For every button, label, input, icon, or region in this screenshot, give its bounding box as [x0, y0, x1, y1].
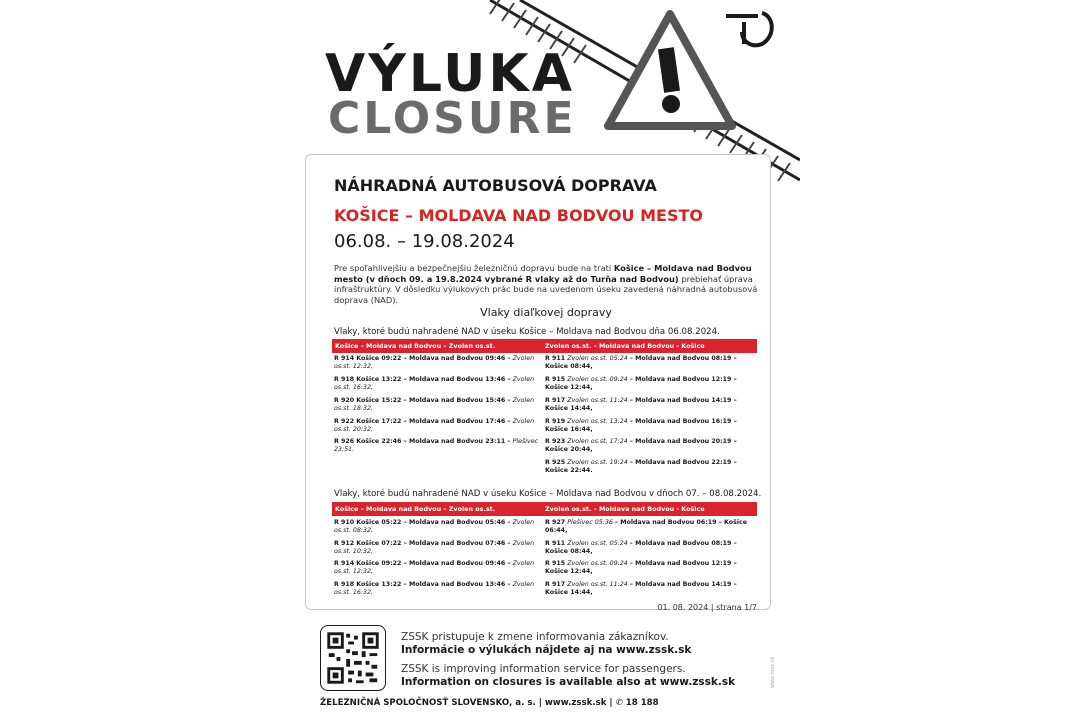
table-row: R 911 Zvolen os.st. 05:24 – Moldava nad Bodvou 08:19 – Košice 08:44, [545, 355, 737, 371]
table-row: R 912 Košice 07:22 – Moldava nad Bodvou 07:46 – Zvolen os.st. 10:32, [334, 540, 535, 556]
table-row: R 910 Košice 05:22 – Moldava nad Bodvou 05:46 – Zvolen os.st. 08:32, [334, 519, 535, 535]
info-sk-line: ZSSK pristupuje k zmene informovania zákazníkov. [401, 631, 669, 643]
table-row: R 918 Košice 13:22 – Moldava nad Bodvou 13:46 – Zvolen os.st. 16:32, [334, 581, 535, 597]
company-footer: ŽELEZNIČNÁ SPOLOČNOSŤ SLOVENSKO, a. s. | www.zssk.sk | ✆ 18 188 [320, 698, 659, 708]
closure-title-sk: VÝLUKA [325, 44, 575, 104]
table-2-left-header: Košice – Moldava nad Bodvou – Zvolen os.st. [335, 505, 496, 513]
table-row: R 914 Košice 09:22 – Moldava nad Bodvou 09:46 – Zvolen os.st. 12:32, [334, 355, 535, 371]
qr-code-icon[interactable] [320, 625, 386, 691]
replacement-bus-heading: NÁHRADNÁ AUTOBUSOVÁ DOPRAVA [334, 176, 657, 195]
table-1-right-header: Zvolen os.st. – Moldava nad Bodvou - Košice [545, 342, 705, 350]
intro-text-2: prebiehať úprava infraštruktúry. V dôsledku výlukových prác bude na uvedenom úseku zavedená náhradná autobusová doprava (NAD). [334, 273, 758, 305]
table-row: R 927 Plešivec 05:36 – Moldava nad Bodvou 06:19 – Košice 06:44, [545, 519, 748, 535]
table-row: R 911 Zvolen os.st. 05:24 – Moldava nad Bodvou 08:19 – Košice 08:44, [545, 540, 737, 556]
table-row: R 915 Zvolen os.st. 09:24 – Moldava nad Bodvou 12:19 – Košice 12:44, [545, 560, 737, 576]
table-1-header [332, 339, 757, 353]
table-row: R 923 Zvolen os.st. 17:24 – Moldava nad Bodvou 20:19 – Košice 20:44, [545, 438, 737, 454]
table-row: R 915 Zvolen os.st. 09:24 – Moldava nad Bodvou 12:19 – Košice 12:44, [545, 376, 737, 392]
info-en-link[interactable]: Information on closures is available also at www.zssk.sk [401, 676, 736, 688]
closure-title-en: CLOSURE [328, 93, 577, 144]
table-2-caption: Vlaky, ktoré budú nahradené NAD v úseku Košice – Moldava nad Bodvou v dňoch 07. – 08.08.2024. [334, 489, 762, 499]
table-row: R 926 Košice 22:46 – Moldava nad Bodvou 23:11 – Plešivec 23:51. [334, 438, 539, 454]
info-sk-link[interactable]: Informácie o výlukách nájdete aj na www.zssk.sk [401, 644, 692, 656]
info-en-line: ZSSK is improving information service for passengers. [401, 663, 686, 675]
closure-dates: 06.08. – 19.08.2024 [334, 231, 515, 252]
long-distance-trains-heading: Vlaky diaľkovej dopravy [480, 306, 612, 319]
intro-text-1: Pre spoľahlivejšiu a bezpečnejšiu železničnú dopravu bude na trati [334, 263, 614, 273]
side-vertical-text: www.zssk.sk [770, 656, 776, 688]
table-row: R 917 Zvolen os.st. 11:24 – Moldava nad Bodvou 14:19 – Košice 14:44, [545, 581, 737, 597]
table-row: R 918 Košice 13:22 – Moldava nad Bodvou 13:46 – Zvolen os.st. 16:32, [334, 376, 535, 392]
table-1-left-header: Košice – Moldava nad Bodvou – Zvolen os.st. [335, 342, 496, 350]
table-row: R 925 Zvolen os.st. 19:24 – Moldava nad Bodvou 22:19 – Košice 22:44. [545, 459, 737, 475]
table-2-header [332, 502, 757, 516]
table-row: R 922 Košice 17:22 – Moldava nad Bodvou 17:46 – Zvolen os.st. 20:32, [334, 418, 535, 434]
table-row: R 920 Košice 15:22 – Moldava nad Bodvou 15:46 – Zvolen os.st. 18:32, [334, 397, 535, 413]
table-row: R 914 Košice 09:22 – Moldava nad Bodvou 09:46 – Zvolen os.st. 12:32, [334, 560, 535, 576]
zssk-logo-icon [722, 10, 776, 48]
intro-paragraph [334, 263, 758, 305]
intro-text-bold: Košice – Moldava nad Bodvou mesto (v dňoch 09. a 19.8.2024 vybrané R vlaky až do Turňa nad Bodvou) [334, 263, 752, 284]
table-2-right-header: Zvolen os.st. – Moldava nad Bodvou - Košice [545, 505, 705, 513]
route-heading: KOŠICE – MOLDAVA NAD BODVOU MESTO [334, 206, 703, 225]
page-footer-date: 01. 08. 2024 | strana 1/7 [657, 603, 757, 612]
table-1-caption: Vlaky, ktoré budú nahradené NAD v úseku Košice – Moldava nad Bodvou dňa 06.08.2024. [334, 327, 720, 337]
table-row: R 917 Zvolen os.st. 11:24 – Moldava nad Bodvou 14:19 – Košice 14:44, [545, 397, 737, 413]
table-row: R 919 Zvolen os.st. 13:24 – Moldava nad Bodvou 16:19 – Košice 16:44, [545, 418, 737, 434]
